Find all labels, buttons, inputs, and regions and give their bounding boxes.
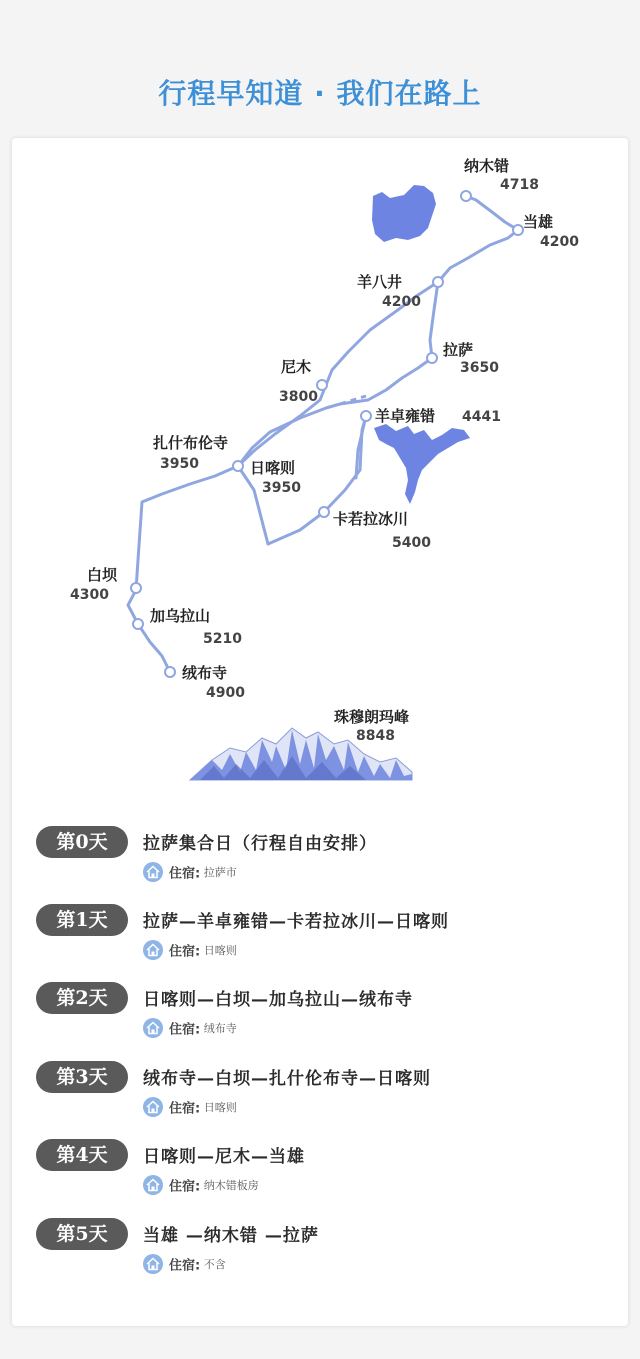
- place-label-yamdrok: 羊卓雍错: [375, 407, 436, 425]
- place-elevation-nimu: 3800: [279, 389, 318, 405]
- place-elevation-yangbajing: 4200: [382, 294, 421, 310]
- yamdrok-lake: [374, 424, 470, 504]
- place-label-damxung: 当雄: [523, 213, 554, 231]
- day-route: 拉萨集合日（行程自由安排）: [143, 834, 377, 854]
- place-elevation-everest: 8848: [356, 728, 395, 744]
- marker-gyawula: [133, 619, 143, 629]
- day-route: 当雄 —纳木错 —拉萨: [143, 1226, 319, 1246]
- house-icon: [143, 940, 163, 960]
- day-badge: 第5天: [36, 1218, 128, 1250]
- day-badge: 第4天: [36, 1139, 128, 1171]
- place-label-lhasa: 拉萨: [443, 341, 474, 359]
- lodging-value: 不含: [200, 1258, 226, 1271]
- place-elevation-baiba: 4300: [70, 587, 109, 603]
- day-route: 拉萨—羊卓雍错—卡若拉冰川—日喀则: [143, 912, 449, 932]
- day-badge: 第1天: [36, 904, 128, 936]
- day-badge: 第3天: [36, 1061, 128, 1093]
- lodging-value: 日喀则: [200, 1101, 237, 1114]
- lodging-value: 日喀则: [200, 944, 237, 957]
- marker-nimu: [317, 380, 327, 390]
- place-label-gyawula: 加乌拉山: [150, 607, 211, 625]
- place-elevation-gyawula: 5210: [203, 631, 242, 647]
- lodging-value: 拉萨市: [200, 866, 237, 879]
- place-label-yangbajing: 羊八井: [357, 273, 403, 291]
- marker-namtso: [461, 191, 471, 201]
- lodging-label: 住宿:: [169, 1258, 201, 1274]
- day-row[interactable]: [0, 826, 640, 896]
- house-icon: [143, 1097, 163, 1117]
- marker-yamdrok: [361, 411, 371, 421]
- day-route: 日喀则—白坝—加乌拉山—绒布寺: [143, 990, 413, 1010]
- day-row[interactable]: [0, 1218, 640, 1288]
- place-elevation-damxung: 4200: [540, 234, 579, 250]
- day-lodging: [143, 940, 237, 962]
- place-label-namtso: 纳木错: [464, 157, 510, 175]
- page-title: 行程早知道 · 我们在路上: [158, 77, 482, 110]
- day-route: 日喀则—尼木—当雄: [143, 1147, 305, 1167]
- place-label-karola: 卡若拉冰川: [333, 510, 409, 528]
- house-icon: [143, 1018, 163, 1038]
- place-label-shigatse: 日喀则: [250, 459, 296, 477]
- day-row[interactable]: [0, 982, 640, 1052]
- place-label-tashilhunpo: 扎什布伦寺: [153, 434, 229, 452]
- namtso-lake: [372, 185, 436, 242]
- lodging-label: 住宿:: [169, 1179, 201, 1195]
- marker-shigatse: [233, 461, 243, 471]
- marker-damxung: [513, 225, 523, 235]
- day-badge: 第0天: [36, 826, 128, 858]
- marker-karola: [319, 507, 329, 517]
- day-route: 绒布寺—白坝—扎什伦布寺—日喀则: [143, 1069, 431, 1089]
- day-row[interactable]: [0, 1061, 640, 1131]
- house-icon: [143, 1254, 163, 1274]
- lodging-label: 住宿:: [169, 1101, 201, 1117]
- place-elevation-lhasa: 3650: [460, 360, 499, 376]
- day-lodging: [143, 1254, 226, 1276]
- marker-rongbuk: [165, 667, 175, 677]
- house-icon: [143, 862, 163, 882]
- lodging-value: 纳木错板房: [200, 1179, 259, 1192]
- place-elevation-karola: 5400: [392, 535, 431, 551]
- lodging-label: 住宿:: [169, 1022, 201, 1038]
- lodging-label: 住宿:: [169, 866, 201, 882]
- day-badge: 第2天: [36, 982, 128, 1014]
- marker-lhasa: [427, 353, 437, 363]
- lodging-label: 住宿:: [169, 944, 201, 960]
- place-label-everest: 珠穆朗玛峰: [334, 708, 410, 726]
- place-label-nimu: 尼木: [281, 358, 312, 376]
- place-elevation-shigatse: 3950: [262, 480, 301, 496]
- day-lodging: [143, 1175, 259, 1197]
- day-lodging: [143, 1018, 237, 1040]
- day-row[interactable]: [0, 1139, 640, 1209]
- place-elevation-tashilhunpo: 3950: [160, 456, 199, 472]
- place-elevation-rongbuk: 4900: [206, 685, 245, 701]
- day-lodging: [143, 1097, 237, 1119]
- marker-yangbajing: [433, 277, 443, 287]
- place-elevation-namtso: 4718: [500, 177, 539, 193]
- day-lodging: [143, 862, 237, 884]
- place-elevation-yamdrok: 4441: [462, 409, 501, 425]
- place-label-baiba: 白坝: [87, 566, 118, 584]
- place-label-rongbuk: 绒布寺: [182, 664, 228, 682]
- lodging-value: 绒布寺: [200, 1022, 237, 1035]
- day-row[interactable]: [0, 904, 640, 974]
- house-icon: [143, 1175, 163, 1195]
- marker-baiba: [131, 583, 141, 593]
